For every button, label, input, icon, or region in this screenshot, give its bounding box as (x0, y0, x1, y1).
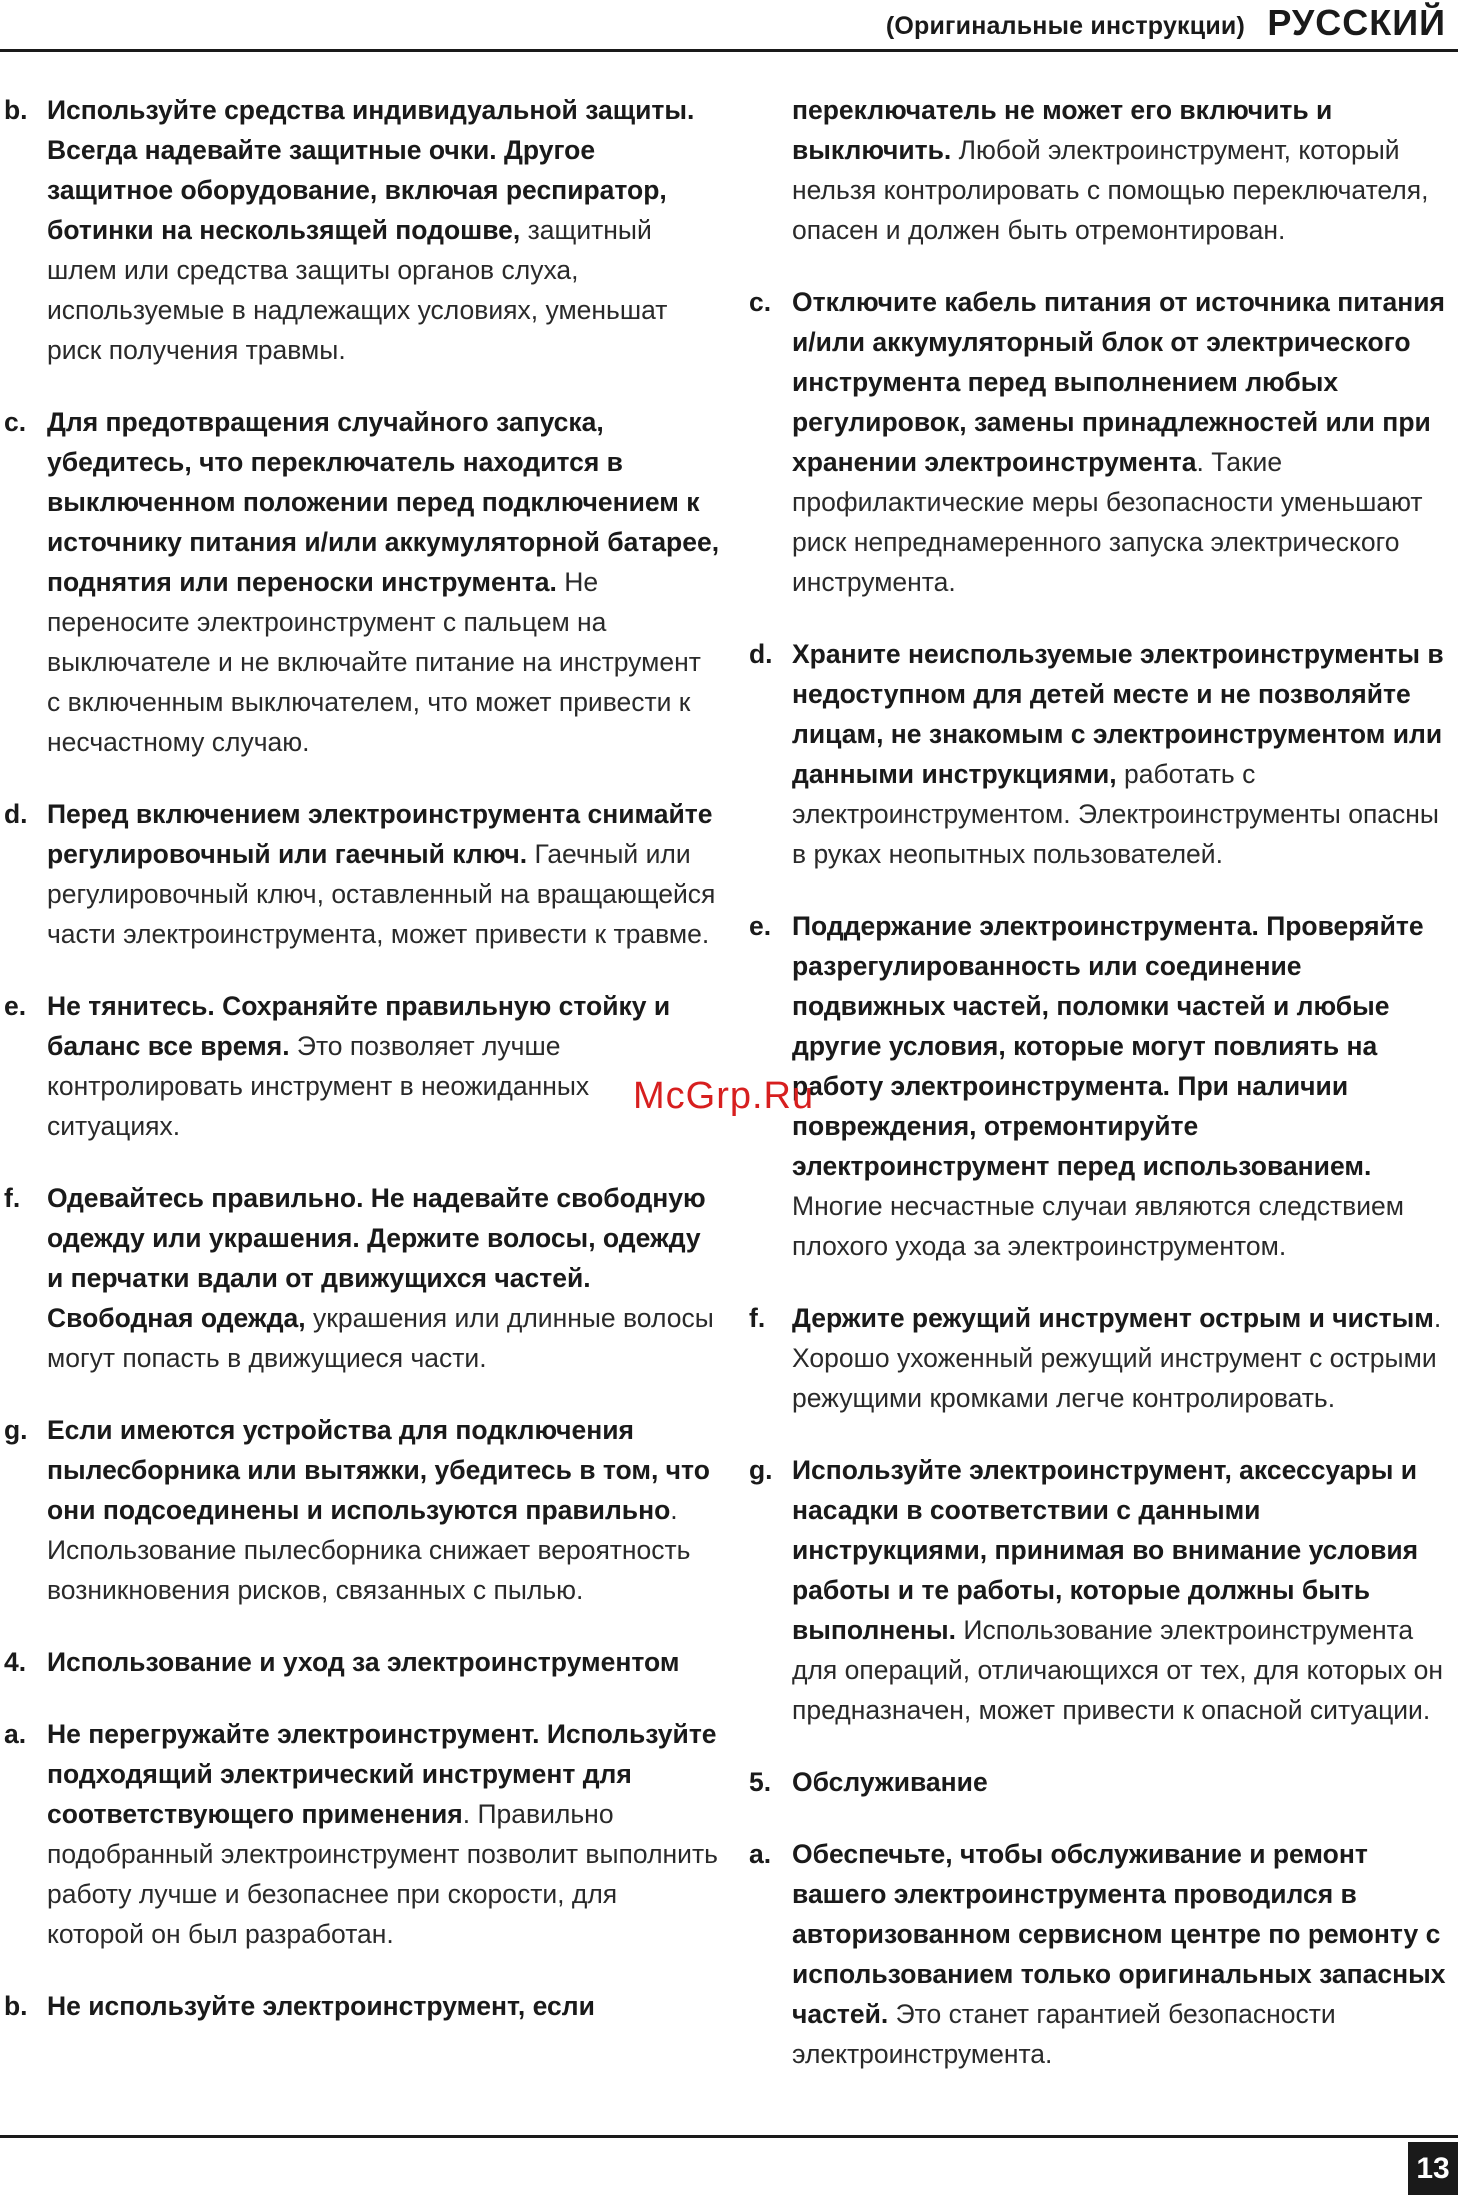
item-bold-text: переключатель не может его включить и выключить. (792, 95, 1333, 165)
item-marker: g. (749, 1455, 773, 1485)
section-heading (0, 1642, 720, 1682)
section-title: Обслуживание (792, 1767, 988, 1797)
item-text: . Такие профилактические меры безопасности уменьшают риск непреднамеренного запуска электрического инструмента. (792, 447, 1423, 597)
item-text: работать с электроинструментом. Электроинструменты опасны в руках неопытных пользователей. (792, 759, 1439, 869)
item-marker: b. (4, 95, 28, 125)
item-bold-text: Используйте средства индивидуальной защиты. Всегда надевайте защитные очки. Другое защитное оборудование, включая респиратор, ботинки на нескользящей подошве, (47, 95, 695, 245)
item-text: Любой электроинструмент, который нельзя контролировать с помощью переключателя, опасен и должен быть отремонтирован. (792, 135, 1429, 245)
item-marker: g. (4, 1415, 28, 1445)
header-divider (0, 49, 1458, 52)
item-marker: d. (749, 639, 773, 669)
item-bold-text: Одевайтесь правильно. Не надевайте свободную одежду или украшения. Держите волосы, одежду и перчатки вдали от движущихся частей. Свободная одежда, (47, 1183, 706, 1333)
footer-divider (0, 2135, 1458, 2138)
list-item (0, 402, 720, 762)
item-marker: a. (4, 1719, 27, 1749)
item-marker: f. (4, 1183, 21, 1213)
section-number: 5. (749, 1767, 772, 1797)
item-bold-text: Отключите кабель питания от источника питания и/или аккумуляторный блок от электрического инструмента перед выполнением любых регулировок, замены принадлежностей или при хранении электроинструмента (792, 287, 1445, 477)
list-item (0, 1714, 720, 1954)
list-item (745, 906, 1450, 1266)
item-text: . Использование пылесборника снижает вероятность возникновения рисков, связанных с пылью. (47, 1495, 691, 1605)
item-text: . Правильно подобранный электроинструмент позволит выполнить работу лучше и безопаснее при скорости, для которой он был разработан. (47, 1799, 718, 1949)
list-item (745, 282, 1450, 602)
item-text: украшения или длинные волосы могут попасть в движущиеся части. (47, 1303, 714, 1373)
item-text: Не переносите электроинструмент с пальцем на выключателе и не включайте питание на инструмент с включенным выключателем, что может привести к несчастному случаю. (47, 567, 701, 757)
item-text: защитный шлем или средства защиты органов слуха, используемые в надлежащих условиях, уменьшат риск получения травмы. (47, 215, 668, 365)
item-text: Это станет гарантией безопасности электроинструмента. (792, 1999, 1336, 2069)
item-marker: c. (749, 287, 772, 317)
item-marker: a. (749, 1839, 772, 1869)
item-bold-text: Используйте электроинструмент, аксессуары и насадки в соответствии с данными инструкциями, принимая во внимание условия работы и те работы, которые должны быть выполнены. (792, 1455, 1419, 1645)
list-item (0, 794, 720, 954)
list-item (0, 1410, 720, 1610)
list-item-continued (745, 90, 1450, 250)
page-number: 13 (1408, 2142, 1458, 2195)
item-marker: f. (749, 1303, 766, 1333)
list-item (745, 634, 1450, 874)
list-item (0, 1986, 720, 2026)
item-marker: c. (4, 407, 27, 437)
list-item (745, 1298, 1450, 1418)
page-header (0, 0, 1458, 50)
right-column (745, 90, 1450, 2106)
item-bold-text: Поддержание электроинструмента. Проверяйте разрегулированность или соединение подвижных частей, поломки частей и любые другие условия, которые могут повлиять на работу электроинструмента. При наличии повреждения, отремонтируйте электроинструмент перед использованием. (792, 911, 1424, 1181)
item-marker: e. (4, 991, 27, 1021)
item-text: Использование электроинструмента для операций, отличающихся от тех, для которых он предназначен, может привести к опасной ситуации. (792, 1615, 1444, 1725)
header-language: РУССКИЙ (1267, 2, 1446, 43)
item-bold-text: Не тянитесь. Сохраняйте правильную стойку и баланс все время. (47, 991, 671, 1061)
item-bold-text: Не используйте электроинструмент, если (47, 1991, 595, 2021)
item-bold-text: Если имеются устройства для подключения пылесборника или вытяжки, убедитесь в том, что они подсоединены и используются правильно (47, 1415, 710, 1525)
list-item (0, 90, 720, 370)
watermark: McGrp.Ru (633, 1075, 815, 1117)
item-marker: d. (4, 799, 28, 829)
item-bold-text: Перед включением электроинструмента снимайте регулировочный или гаечный ключ. (47, 799, 713, 869)
item-marker: b. (4, 1991, 28, 2021)
item-bold-text: Не перегружайте электроинструмент. Используйте подходящий электрический инструмент для соответствующего применения (47, 1719, 717, 1829)
list-item (0, 1178, 720, 1378)
left-column (0, 90, 720, 2058)
item-bold-text: Обеспечьте, чтобы обслуживание и ремонт вашего электроинструмента проводился в авторизованном сервисном центре по ремонту с использованием только оригинальных запасных частей. (792, 1839, 1446, 2029)
list-item (745, 1450, 1450, 1730)
item-bold-text: Держите режущий инструмент острым и чистым (792, 1303, 1434, 1333)
item-bold-text: Для предотвращения случайного запуска, убедитесь, что переключатель находится в выключенном положении перед подключением к источнику питания и/или аккумуляторной батарее, поднятия или переноски инструмента. (47, 407, 720, 597)
item-text: Это позволяет лучше контролировать инструмент в неожиданных ситуациях. (47, 1031, 590, 1141)
item-text: Гаечный или регулировочный ключ, оставленный на вращающейся части электроинструмента, может привести к травме. (47, 839, 716, 949)
item-marker: e. (749, 911, 772, 941)
section-heading (745, 1762, 1450, 1802)
item-text: Многие несчастные случаи являются следствием плохого ухода за электроинструментом. (792, 1191, 1405, 1261)
section-number: 4. (4, 1647, 27, 1677)
item-text: . Хорошо ухоженный режущий инструмент с острыми режущими кромками легче контролировать. (792, 1303, 1442, 1413)
list-item (0, 986, 720, 1146)
header-subtitle: (Оригинальные инструкции) (885, 12, 1245, 40)
section-title: Использование и уход за электроинструментом (47, 1647, 680, 1677)
list-item (745, 1834, 1450, 2074)
item-bold-text: Храните неиспользуемые электроинструменты в недоступном для детей месте и не позволяйте лицам, не знакомым с электроинструментом или данными инструкциями, (792, 639, 1444, 789)
